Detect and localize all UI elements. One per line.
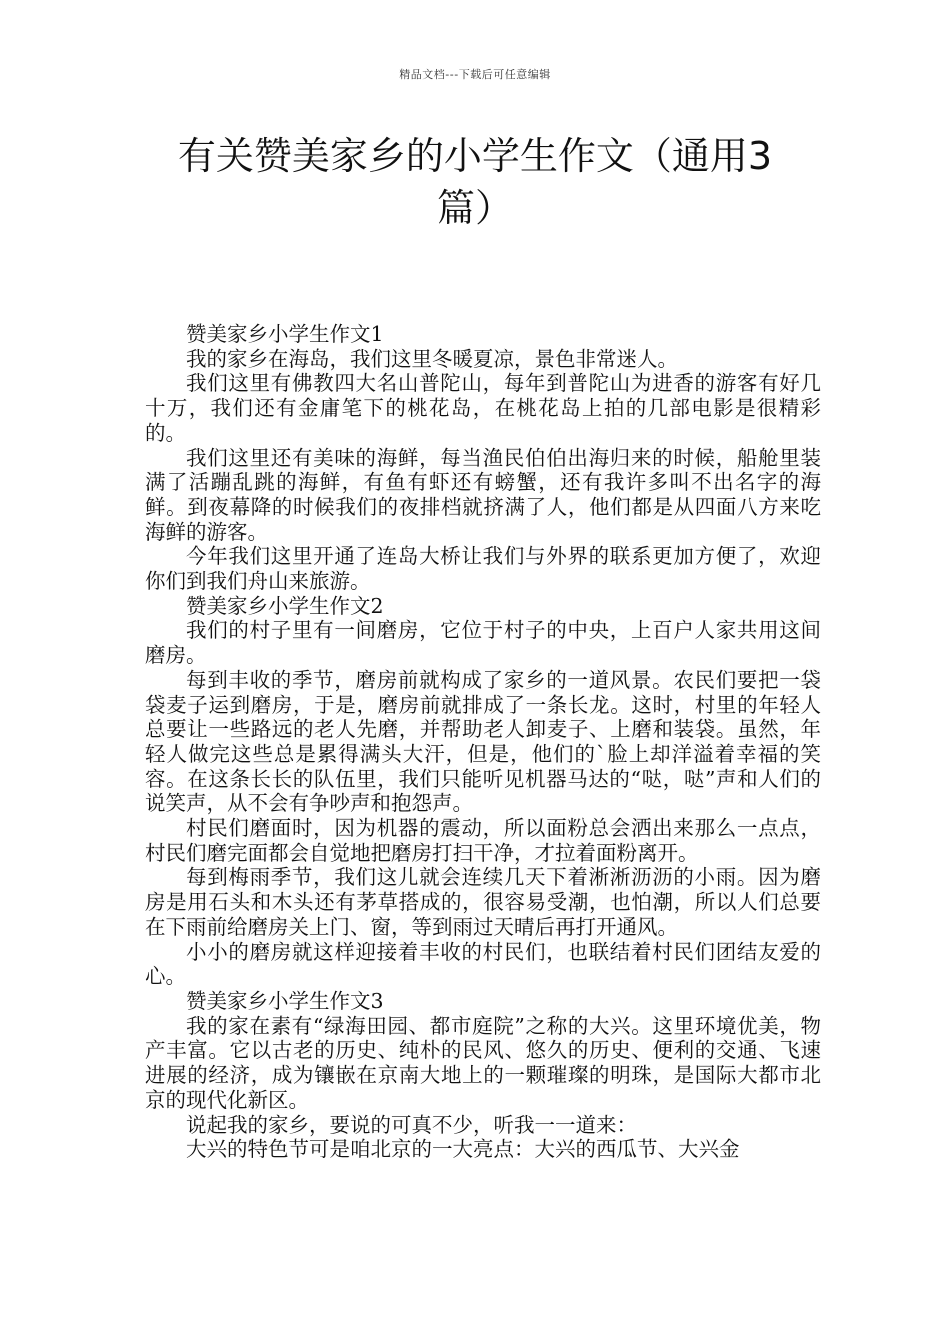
paragraph: 每到丰收的季节，磨房前就构成了家乡的一道风景。农民们要把一袋袋麦子运到磨房，于是，磨房前就排成了一条长龙。这时，村里的年轻人总要让一些路远的老人先磨，并帮助老人卸麦子、上磨和装袋。虽然，年轻人做完这些总是累得满头大汗，但是，他们的`脸上却洋溢着幸福的笑容。在这条长长的队伍里，我们只能听见机器马达的“哒，哒”声和人们的说笑声，从不会有争吵声和抱怨声。	[145, 667, 821, 816]
paragraph: 我们这里有佛教四大名山普陀山，每年到普陀山为进香的游客有好几十万，我们还有金庸笔下的桃花岛，在桃花岛上拍的几部电影是很精彩的。	[145, 371, 821, 445]
paragraph: 我们的村子里有一间磨房，它位于村子的中央，上百户人家共用这间磨房。	[145, 618, 821, 668]
paragraph: 大兴的特色节可是咱北京的一大亮点：大兴的西瓜节、大兴金	[186, 1137, 740, 1162]
section-heading-1: 赞美家乡小学生作文1	[186, 322, 384, 346]
section-heading-3: 赞美家乡小学生作文3	[186, 988, 384, 1013]
paragraph: 小小的磨房就这样迎接着丰收的村民们，也联结着村民们团结友爱的心。	[145, 939, 821, 989]
header-note: 精品文档---下载后可任意编辑	[399, 68, 551, 81]
paragraph: 每到梅雨季节，我们这儿就会连续几天下着淅淅沥沥的小雨。因为磨房是用石头和木头还有茅草搭成的，很容易受潮，也怕潮，所以人们总要在下雨前给磨房关上门、窗，等到雨过天晴后再打开通风。	[145, 865, 821, 939]
paragraph: 村民们磨面时，因为机器的震动，所以面粉总会洒出来那么一点点，村民们磨完面都会自觉地把磨房打扫干净，才拉着面粉离开。	[145, 816, 821, 865]
paragraph: 我的家在素有“绿海田园、都市庭院”之称的大兴。这里环境优美，物产丰富。它以古老的历史、纯朴的民风、悠久的历史、便利的交通、飞速进展的经济，成为镶嵌在京南大地上的一颗璀璨的明珠，是国际大都市北京的现代化新区。	[145, 1013, 821, 1112]
document-title: 有关赞美家乡的小学生作文（通用3篇）	[177, 134, 773, 230]
paragraph: 我们这里还有美味的海鲜，每当渔民伯伯出海归来的时候，船舱里装满了活蹦乱跳的海鲜，有鱼有虾还有螃蟹，还有我许多叫不出名字的海鲜。到夜幕降的时候我们的夜排档就挤满了人，他们都是从四面八方来吃海鲜的游客。	[145, 445, 821, 544]
document-body	[145, 322, 821, 1162]
paragraph: 今年我们这里开通了连岛大桥让我们与外界的联系更加方便了，欢迎你们到我们舟山来旅游。	[145, 544, 821, 594]
paragraph: 说起我的家乡，要说的可真不少，听我一一道来：	[186, 1112, 637, 1137]
section-heading-2: 赞美家乡小学生作文2	[186, 593, 384, 618]
paragraph: 我的家乡在海岛，我们这里冬暖夏凉，景色非常迷人。	[186, 346, 678, 371]
